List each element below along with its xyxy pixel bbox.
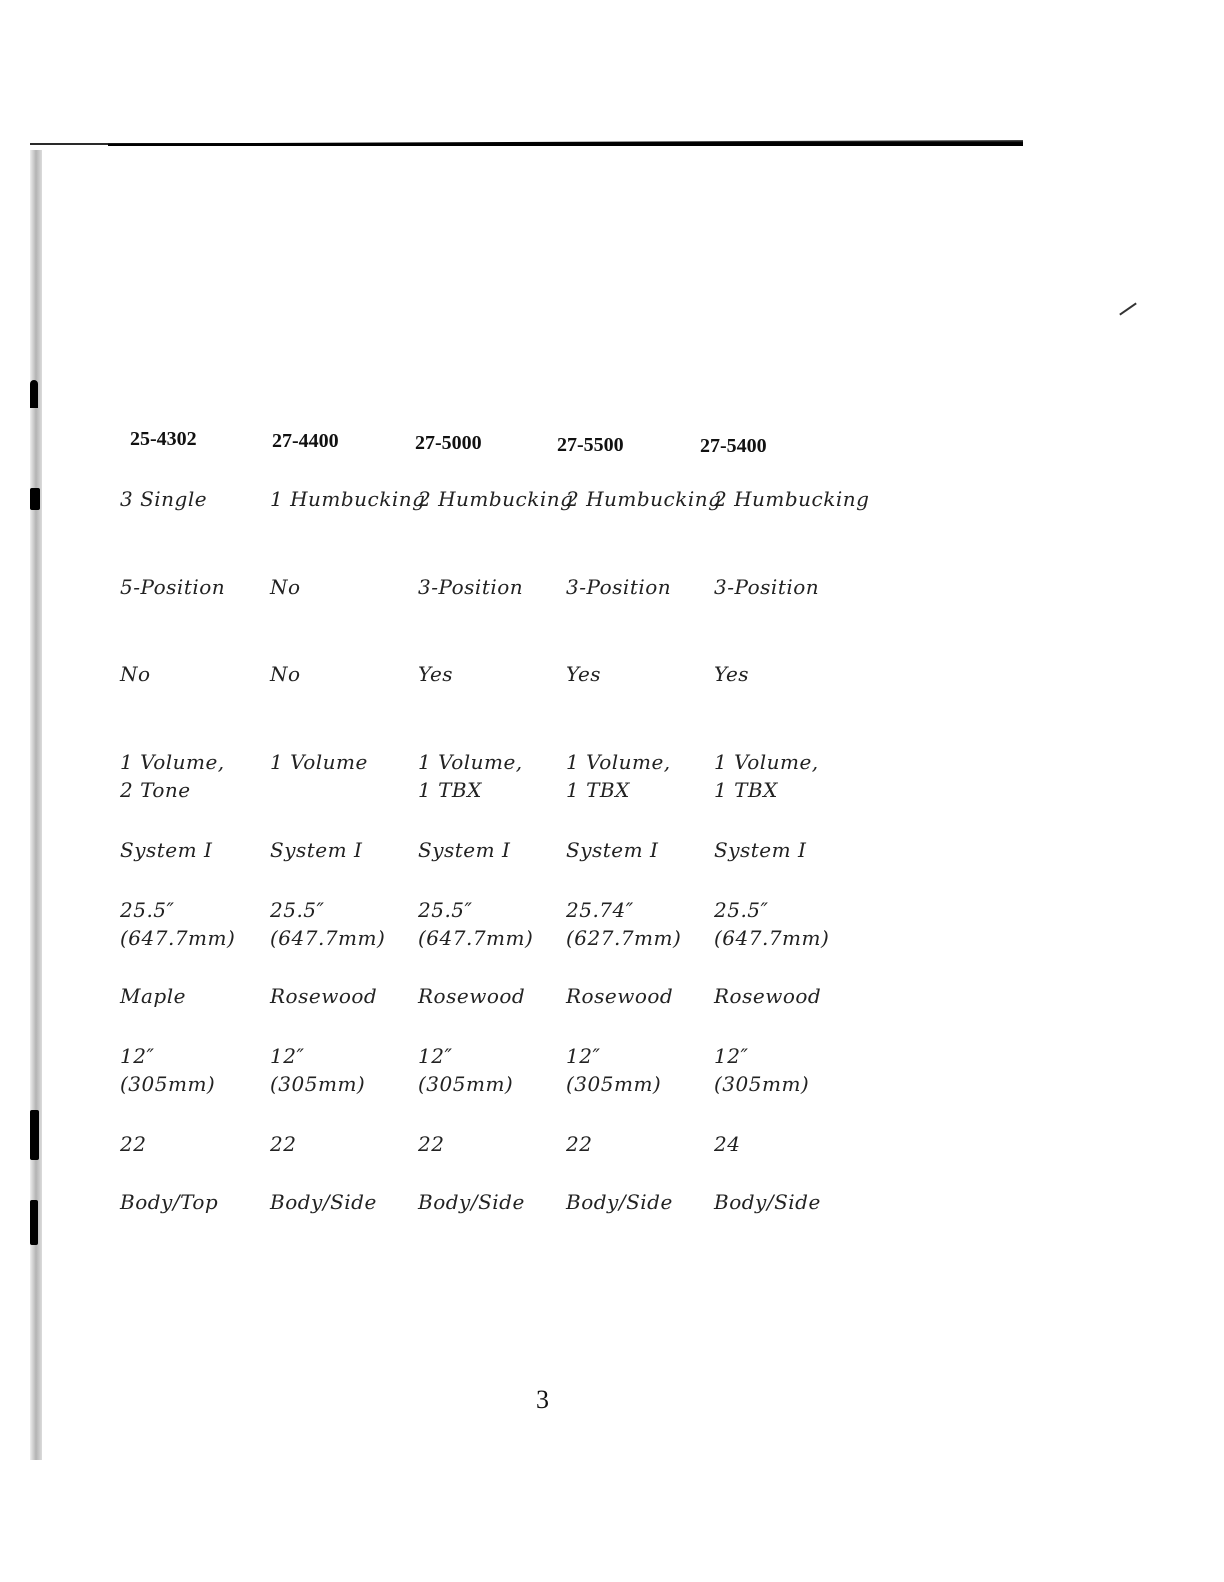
table-cell <box>418 836 510 864</box>
cell-line: 25.74″ <box>566 898 634 922</box>
table-cell <box>120 1130 146 1158</box>
column-header: 27-5000 <box>415 432 482 454</box>
table-cell <box>714 485 869 513</box>
cell-line: System I <box>120 838 213 862</box>
cell-line: (627.7mm) <box>566 926 682 950</box>
table-cell <box>418 1130 444 1158</box>
cell-line: 1 Volume, <box>714 750 819 774</box>
table-cell <box>714 1130 740 1158</box>
cell-line: No <box>270 575 301 599</box>
cell-line: 1 Volume, <box>418 750 523 774</box>
table-cell <box>270 660 301 688</box>
table-cell <box>566 1130 592 1158</box>
column-header: 27-5400 <box>700 435 767 457</box>
binding-mark <box>30 1200 38 1245</box>
cell-line: 12″ <box>566 1044 601 1068</box>
cell-line: Rosewood <box>566 984 674 1008</box>
table-cell <box>270 1130 296 1158</box>
cell-line: (305mm) <box>120 1072 216 1096</box>
cell-line: 5-Position <box>120 575 226 599</box>
table-cell <box>566 1042 661 1098</box>
cell-line: 2 Humbucking <box>418 487 574 511</box>
column-header: 27-5500 <box>557 434 624 456</box>
table-cell <box>714 748 819 804</box>
table-cell <box>270 836 362 864</box>
table-cell <box>418 982 525 1010</box>
cell-line: Yes <box>566 662 602 686</box>
table-cell <box>418 1188 525 1216</box>
table-cell <box>120 1188 218 1216</box>
cell-line: Rosewood <box>418 984 526 1008</box>
column-header: 27-4400 <box>272 430 339 452</box>
cell-line: 25.5″ <box>418 898 473 922</box>
cell-line: 22 <box>120 1132 147 1156</box>
table-cell <box>418 485 573 513</box>
page-number: 3 <box>536 1385 549 1414</box>
table-cell <box>566 982 673 1010</box>
table-cell <box>120 748 225 804</box>
cell-line: Body/Side <box>270 1190 377 1214</box>
cell-line: 3 Single <box>120 487 208 511</box>
table-cell <box>120 836 212 864</box>
cell-line: (647.7mm) <box>418 926 534 950</box>
cell-line: Maple <box>120 984 186 1008</box>
table-cell <box>714 1188 821 1216</box>
cell-line: 1 TBX <box>418 778 482 802</box>
cell-line: (305mm) <box>270 1072 366 1096</box>
table-cell <box>566 748 671 804</box>
stray-mark <box>1119 302 1137 315</box>
table-cell <box>714 896 829 952</box>
table-cell <box>566 573 671 601</box>
table-cell <box>120 896 235 952</box>
cell-line: (305mm) <box>566 1072 662 1096</box>
cell-line: Yes <box>418 662 454 686</box>
cell-line: 1 TBX <box>714 778 778 802</box>
table-cell <box>270 573 301 601</box>
cell-line: 1 Volume, <box>566 750 671 774</box>
cell-line: Rosewood <box>714 984 822 1008</box>
cell-line: (647.7mm) <box>270 926 386 950</box>
cell-line: System I <box>566 838 659 862</box>
cell-line: 12″ <box>120 1044 155 1068</box>
table-cell <box>566 660 601 688</box>
table-cell <box>714 836 806 864</box>
table-cell <box>714 982 821 1010</box>
cell-line: 1 Volume <box>270 750 368 774</box>
table-cell <box>418 1042 513 1098</box>
table-cell <box>120 573 225 601</box>
table-cell <box>270 982 377 1010</box>
table-cell <box>270 748 368 776</box>
table-cell <box>120 982 186 1010</box>
cell-line: 22 <box>270 1132 297 1156</box>
cell-line: 3-Position <box>418 575 524 599</box>
cell-line: 22 <box>418 1132 445 1156</box>
cell-line: No <box>270 662 301 686</box>
cell-line: 2 Humbucking <box>714 487 870 511</box>
cell-line: No <box>120 662 151 686</box>
cell-line: Body/Side <box>714 1190 821 1214</box>
cell-line: 25.5″ <box>270 898 325 922</box>
table-cell <box>418 573 523 601</box>
table-cell <box>270 485 425 513</box>
table-cell <box>418 660 453 688</box>
cell-line: Body/Top <box>120 1190 219 1214</box>
cell-line: 3-Position <box>714 575 820 599</box>
table-cell <box>418 896 533 952</box>
table-cell <box>270 1042 365 1098</box>
cell-line: 1 Volume, <box>120 750 225 774</box>
cell-line: System I <box>418 838 511 862</box>
table-cell <box>120 485 207 513</box>
cell-line: System I <box>714 838 807 862</box>
table-cell <box>714 1042 809 1098</box>
table-cell <box>566 1188 673 1216</box>
cell-line: 25.5″ <box>120 898 175 922</box>
binding-mark <box>30 1110 39 1160</box>
binding-edge <box>30 150 42 1460</box>
table-cell <box>714 660 749 688</box>
cell-line: (647.7mm) <box>120 926 236 950</box>
table-cell <box>566 896 681 952</box>
table-cell <box>270 1188 377 1216</box>
table-cell <box>566 485 721 513</box>
cell-line: (305mm) <box>714 1072 810 1096</box>
cell-line: Yes <box>714 662 750 686</box>
cell-line: System I <box>270 838 363 862</box>
cell-line: 1 Humbucking <box>270 487 426 511</box>
cell-line: Body/Side <box>566 1190 673 1214</box>
cell-line: Body/Side <box>418 1190 525 1214</box>
cell-line: 24 <box>714 1132 741 1156</box>
cell-line: Rosewood <box>270 984 378 1008</box>
cell-line: (305mm) <box>418 1072 514 1096</box>
binding-mark <box>30 488 40 510</box>
column-header: 25-4302 <box>130 428 197 450</box>
table-cell <box>566 836 658 864</box>
cell-line: 3-Position <box>566 575 672 599</box>
table-cell <box>418 748 523 804</box>
table-cell <box>120 1042 215 1098</box>
cell-line: 1 TBX <box>566 778 630 802</box>
cell-line: 12″ <box>714 1044 749 1068</box>
table-cell <box>270 896 385 952</box>
table-cell <box>714 573 819 601</box>
binding-mark <box>30 380 38 408</box>
cell-line: (647.7mm) <box>714 926 830 950</box>
table-cell <box>120 660 151 688</box>
cell-line: 22 <box>566 1132 593 1156</box>
cell-line: 12″ <box>418 1044 453 1068</box>
cell-line: 25.5″ <box>714 898 769 922</box>
cell-line: 2 Humbucking <box>566 487 722 511</box>
cell-line: 12″ <box>270 1044 305 1068</box>
cell-line: 2 Tone <box>120 778 191 802</box>
